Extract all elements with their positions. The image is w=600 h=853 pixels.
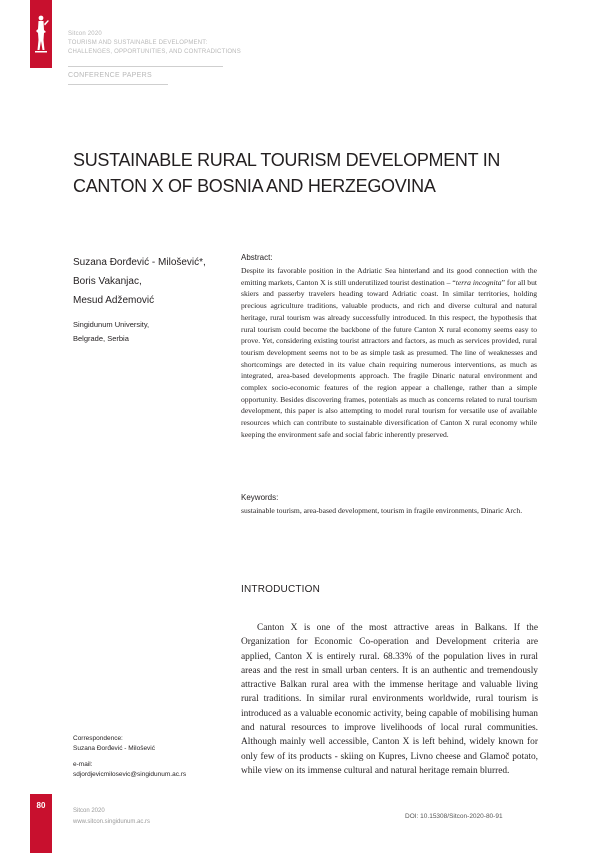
author-name: Mesud Adžemović [73,295,155,306]
keywords-label: Keywords: [241,493,279,502]
affiliation [73,318,149,346]
page-number: 80 [36,801,46,810]
journal-name: Sitcon 2020 [68,31,102,37]
journal-subtitle-line2: CHALLENGES, OPPORTUNITIES, AND CONTRADICTIONS [68,49,241,55]
doi: DOI: 10.15308/Sitcon-2020-80-91 [405,813,503,820]
abstract-label: Abstract: [241,253,273,262]
abstract-text-part1: Despite its favorable position in the Adriatic Sea hinterland and its good connection with the emitting markets, Canton X is still underutilized tourist destination – “ [241,266,537,287]
paper-title-line1: SUSTAINABLE RURAL TOURISM DEVELOPMENT IN [73,150,501,170]
author-name: Boris Vakanjac, [73,276,142,287]
affiliation-line1: Singidunum University, [73,320,150,329]
abstract-italic-term: terra incognita [455,277,502,287]
abstract-text-part2: ” for all but skiers and passerby travelers heading toward Adriatic coast. In similar territories, holding precious agriculture traditions, valuable products, and rich and diverse cultural and natural heritage, rural tourism was already successfully introduced. In this respect, the hypothesis that rural tourism could become the backbone of the future Canton X rural economy seems easy to prove. Yet, considering existing tourist attractors and factors, as much as services provided, rural tourism development seems not to be as simple task as presumed. The line of weaknesses and shortcomings are detected in its value chain requiring numerous interventions, as much as integrated, area-based developments approach. The fragile Dinaric natural environment and complex socio-economic features of the region appear a challenge, rather than a simple opportunity. Besides discovering frames, potentials as much as concerns related to rural tourism development, this paper is also attempting to model rural tourism for versatile use of available resources which can contribute to sustainable diversification of Canton X rural economy while keeping the environment safe and social fabric inherently preserved. [241,277,537,439]
journal-subtitle-line1: TOURISM AND SUSTAINABLE DEVELOPMENT: [68,40,208,46]
correspondence-name: Suzana Đorđević - Milošević [73,745,156,752]
correspondence-block [73,734,186,780]
introduction-text: Canton X is one of the most attractive areas in Balkans. If the Organization for Economic Co-operation and Development criteria are applied, Canton X is entirely rural. 68.33% of the population lives in rural areas and the rest in small urban centers. It is an authentic and tremendously attractive Balkan rural area with the immense heritage and valuable living rural traditions. In similar rural environments worldwide, rural tourism is introduced as a valuable economic activity, being capable of mobilising human and natural resources to improve livelihoods of local rural communities. Although mainly well accessible, Canton X is left behind, widely known for only few of its products - skiing on Kupres, Livno cheese and Glamoč potato, while view on its immense cultural and natural heritage remain blurred. [241,623,538,776]
paper-title [73,147,543,199]
paper-title-line2: CANTON X OF BOSNIA AND HERZEGOVINA [73,176,436,196]
keywords-text: sustainable tourism, area-based development, tourism in fragile environments, Dinaric Arch. [241,506,523,515]
section-label: CONFERENCE PAPERS [68,72,152,79]
correspondence-label: Correspondence: [73,735,123,742]
correspondence-email: sdjordjevicmilosevic@singidunum.ac.rs [73,771,187,778]
affiliation-line2: Belgrade, Serbia [73,334,129,343]
journal-header [68,30,241,57]
introduction-heading: INTRODUCTION [241,584,321,595]
footer-left [73,806,150,828]
footer-url: www.sitcon.singidunum.ac.rs [73,819,151,825]
header-divider [68,66,223,67]
abstract-text [241,265,537,441]
email-label: e-mail: [73,761,93,768]
author-name: Suzana Đorđević - Milošević*, [73,257,206,268]
author-list [73,253,206,310]
university-logo-icon [32,14,50,54]
section-divider [68,84,168,85]
footer-journal: Sitcon 2020 [73,808,105,814]
